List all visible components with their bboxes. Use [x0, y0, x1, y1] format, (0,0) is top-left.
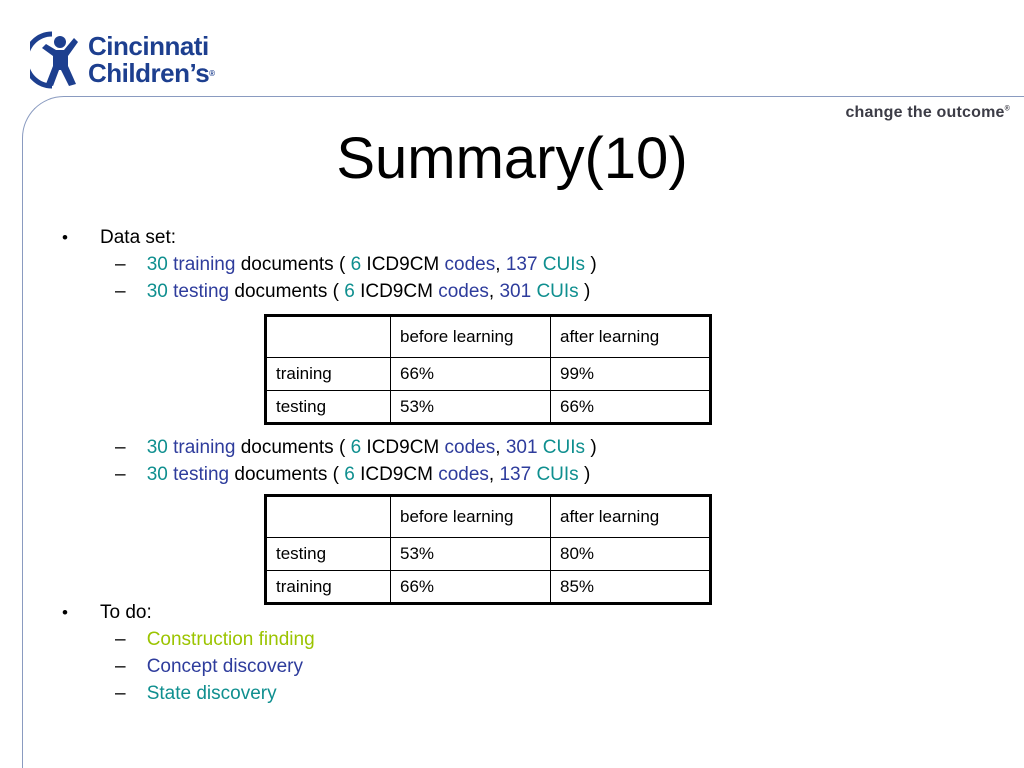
table-cell: 80%: [551, 538, 711, 571]
bullet-glyph: •: [62, 603, 68, 622]
results-table-1: [264, 314, 712, 425]
table-cell: 99%: [551, 358, 711, 391]
logo-line1: Cincinnati: [88, 31, 209, 61]
slide-title: Summary(10): [336, 126, 688, 191]
table-header-cell: after learning: [551, 316, 711, 358]
table-cell: testing: [266, 391, 391, 424]
bullet-glyph: •: [62, 228, 68, 247]
todo-item: – Construction finding: [115, 629, 315, 650]
table-cell: 85%: [551, 571, 711, 604]
todo-item: – Concept discovery: [115, 656, 303, 677]
table-header-row: [266, 496, 711, 538]
logo-line2: Children’s: [88, 58, 210, 88]
registered-mark: ®: [209, 69, 215, 78]
exp2-line-2: – 30 testing documents ( 6 ICD9CM codes, 137 CUIs ): [115, 464, 591, 485]
todo-label: To do:: [100, 602, 152, 623]
table-header-row: [266, 316, 711, 358]
table-header-cell: [266, 496, 391, 538]
table-cell: training: [266, 571, 391, 604]
table-cell: 53%: [391, 391, 551, 424]
table-header-cell: before learning: [391, 496, 551, 538]
table-cell: 66%: [391, 571, 551, 604]
table-cell: training: [266, 358, 391, 391]
cincinnati-childrens-logo: [30, 30, 215, 90]
exp1-line-1: – 30 training documents ( 6 ICD9CM codes, 137 CUIs ): [115, 254, 597, 275]
table-row: [266, 538, 711, 571]
table-cell: 53%: [391, 538, 551, 571]
table-header-cell: before learning: [391, 316, 551, 358]
table-row: [266, 391, 711, 424]
table-header-cell: [266, 316, 391, 358]
tagline: change the outcome®: [845, 104, 1010, 121]
table-header-cell: after learning: [551, 496, 711, 538]
exp2-line-1: – 30 training documents ( 6 ICD9CM codes, 301 CUIs ): [115, 437, 597, 458]
data-set-label: Data set:: [100, 227, 177, 248]
child-figure-icon: [30, 30, 84, 90]
table-row: [266, 571, 711, 604]
exp1-line-2: – 30 testing documents ( 6 ICD9CM codes, 301 CUIs ): [115, 281, 591, 302]
table-cell: 66%: [391, 358, 551, 391]
results-table-2: [264, 494, 712, 605]
table-cell: testing: [266, 538, 391, 571]
todo-item: – State discovery: [115, 683, 277, 704]
table-row: [266, 358, 711, 391]
table-cell: 66%: [551, 391, 711, 424]
